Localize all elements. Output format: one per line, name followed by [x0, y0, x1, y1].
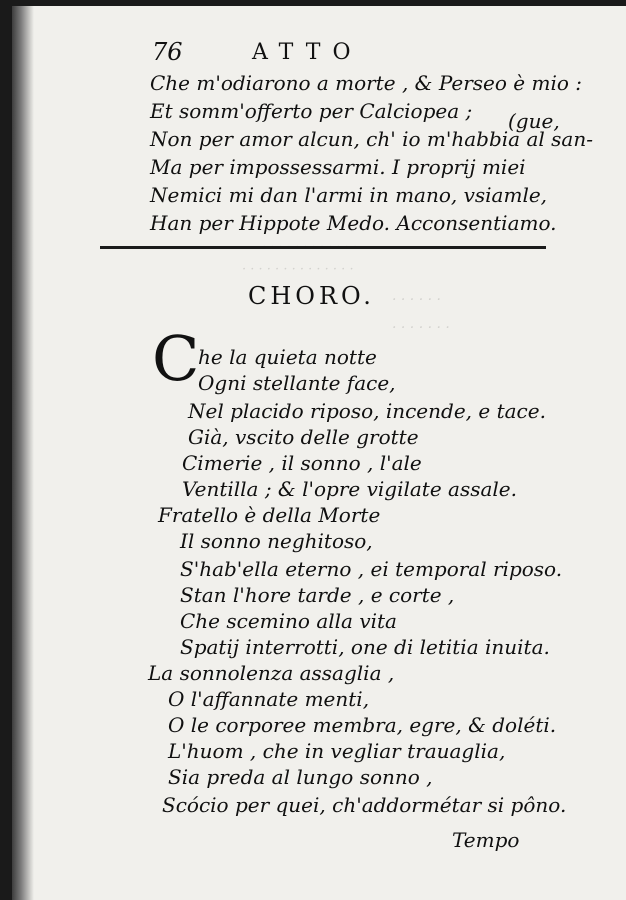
section-divider: [100, 246, 546, 249]
verse-line: La sonnolenza assaglia ,: [148, 661, 395, 685]
verse-line: Ogni stellante face,: [198, 371, 396, 395]
verse-line: Ventilla ; & l'opre vigilate assale.: [182, 477, 517, 501]
verse-line: Già, vscito delle grotte: [188, 425, 419, 449]
verse-line: Scócio per quei, ch'addormétar si pôno.: [162, 793, 567, 817]
page-number: 76: [152, 38, 183, 66]
verse-line: Spatij interrotti, one di letitia inuita.: [180, 635, 550, 659]
verse-line: Fratello è della Morte: [158, 503, 381, 527]
verse-line: L'huom , che in vegliar trauaglia,: [168, 739, 506, 763]
chorus-title: CHORO.: [248, 282, 375, 310]
verse-line: Il sonno neghitoso,: [180, 529, 373, 553]
verse-line: S'hab'ella eterno , ei temporal riposo.: [180, 557, 563, 581]
book-page: [12, 6, 626, 900]
dialogue-line: Non per amor alcun, ch' io m'habbia al san-: [150, 127, 593, 151]
catchword: Tempo: [452, 828, 520, 852]
bleed-through-text: · · · · · · · · · · · · · ·: [242, 262, 354, 277]
page-header: [152, 34, 592, 70]
running-head: ATTO: [252, 40, 363, 65]
verse-line: O le corporee membra, egre, & doléti.: [168, 713, 557, 737]
dialogue-line: Nemici mi dan l'armi in mano, vsiamle,: [150, 183, 548, 207]
dialogue-line: Che m'odiarono a morte , & Perseo è mio :: [150, 71, 582, 95]
dialogue-line: Et somm'offerto per Calciopea ;: [150, 99, 473, 123]
verse-line: Stan l'hore tarde , e corte ,: [180, 583, 455, 607]
verse-line: Nel placido riposo, incende, e tace.: [188, 399, 546, 423]
verse-line: Sia preda al lungo sonno ,: [168, 765, 433, 789]
dialogue-line: Han per Hippote Medo. Acconsentiamo.: [150, 211, 557, 235]
overflow-word: (gue,: [508, 109, 560, 133]
verse-line: Che scemino alla vita: [180, 609, 397, 633]
bleed-through-text: · · · · · · ·: [392, 320, 450, 336]
bleed-through-text: · · · · · ·: [392, 292, 441, 308]
binding-shadow: [12, 6, 34, 900]
verse-line: O l'affannate menti,: [168, 687, 370, 711]
dialogue-line: Ma per impossessarmi. I proprij miei: [150, 155, 526, 179]
verse-line: he la quieta notte: [198, 345, 377, 369]
drop-capital: C: [152, 322, 200, 395]
verse-line: Cimerie , il sonno , l'ale: [182, 451, 422, 475]
